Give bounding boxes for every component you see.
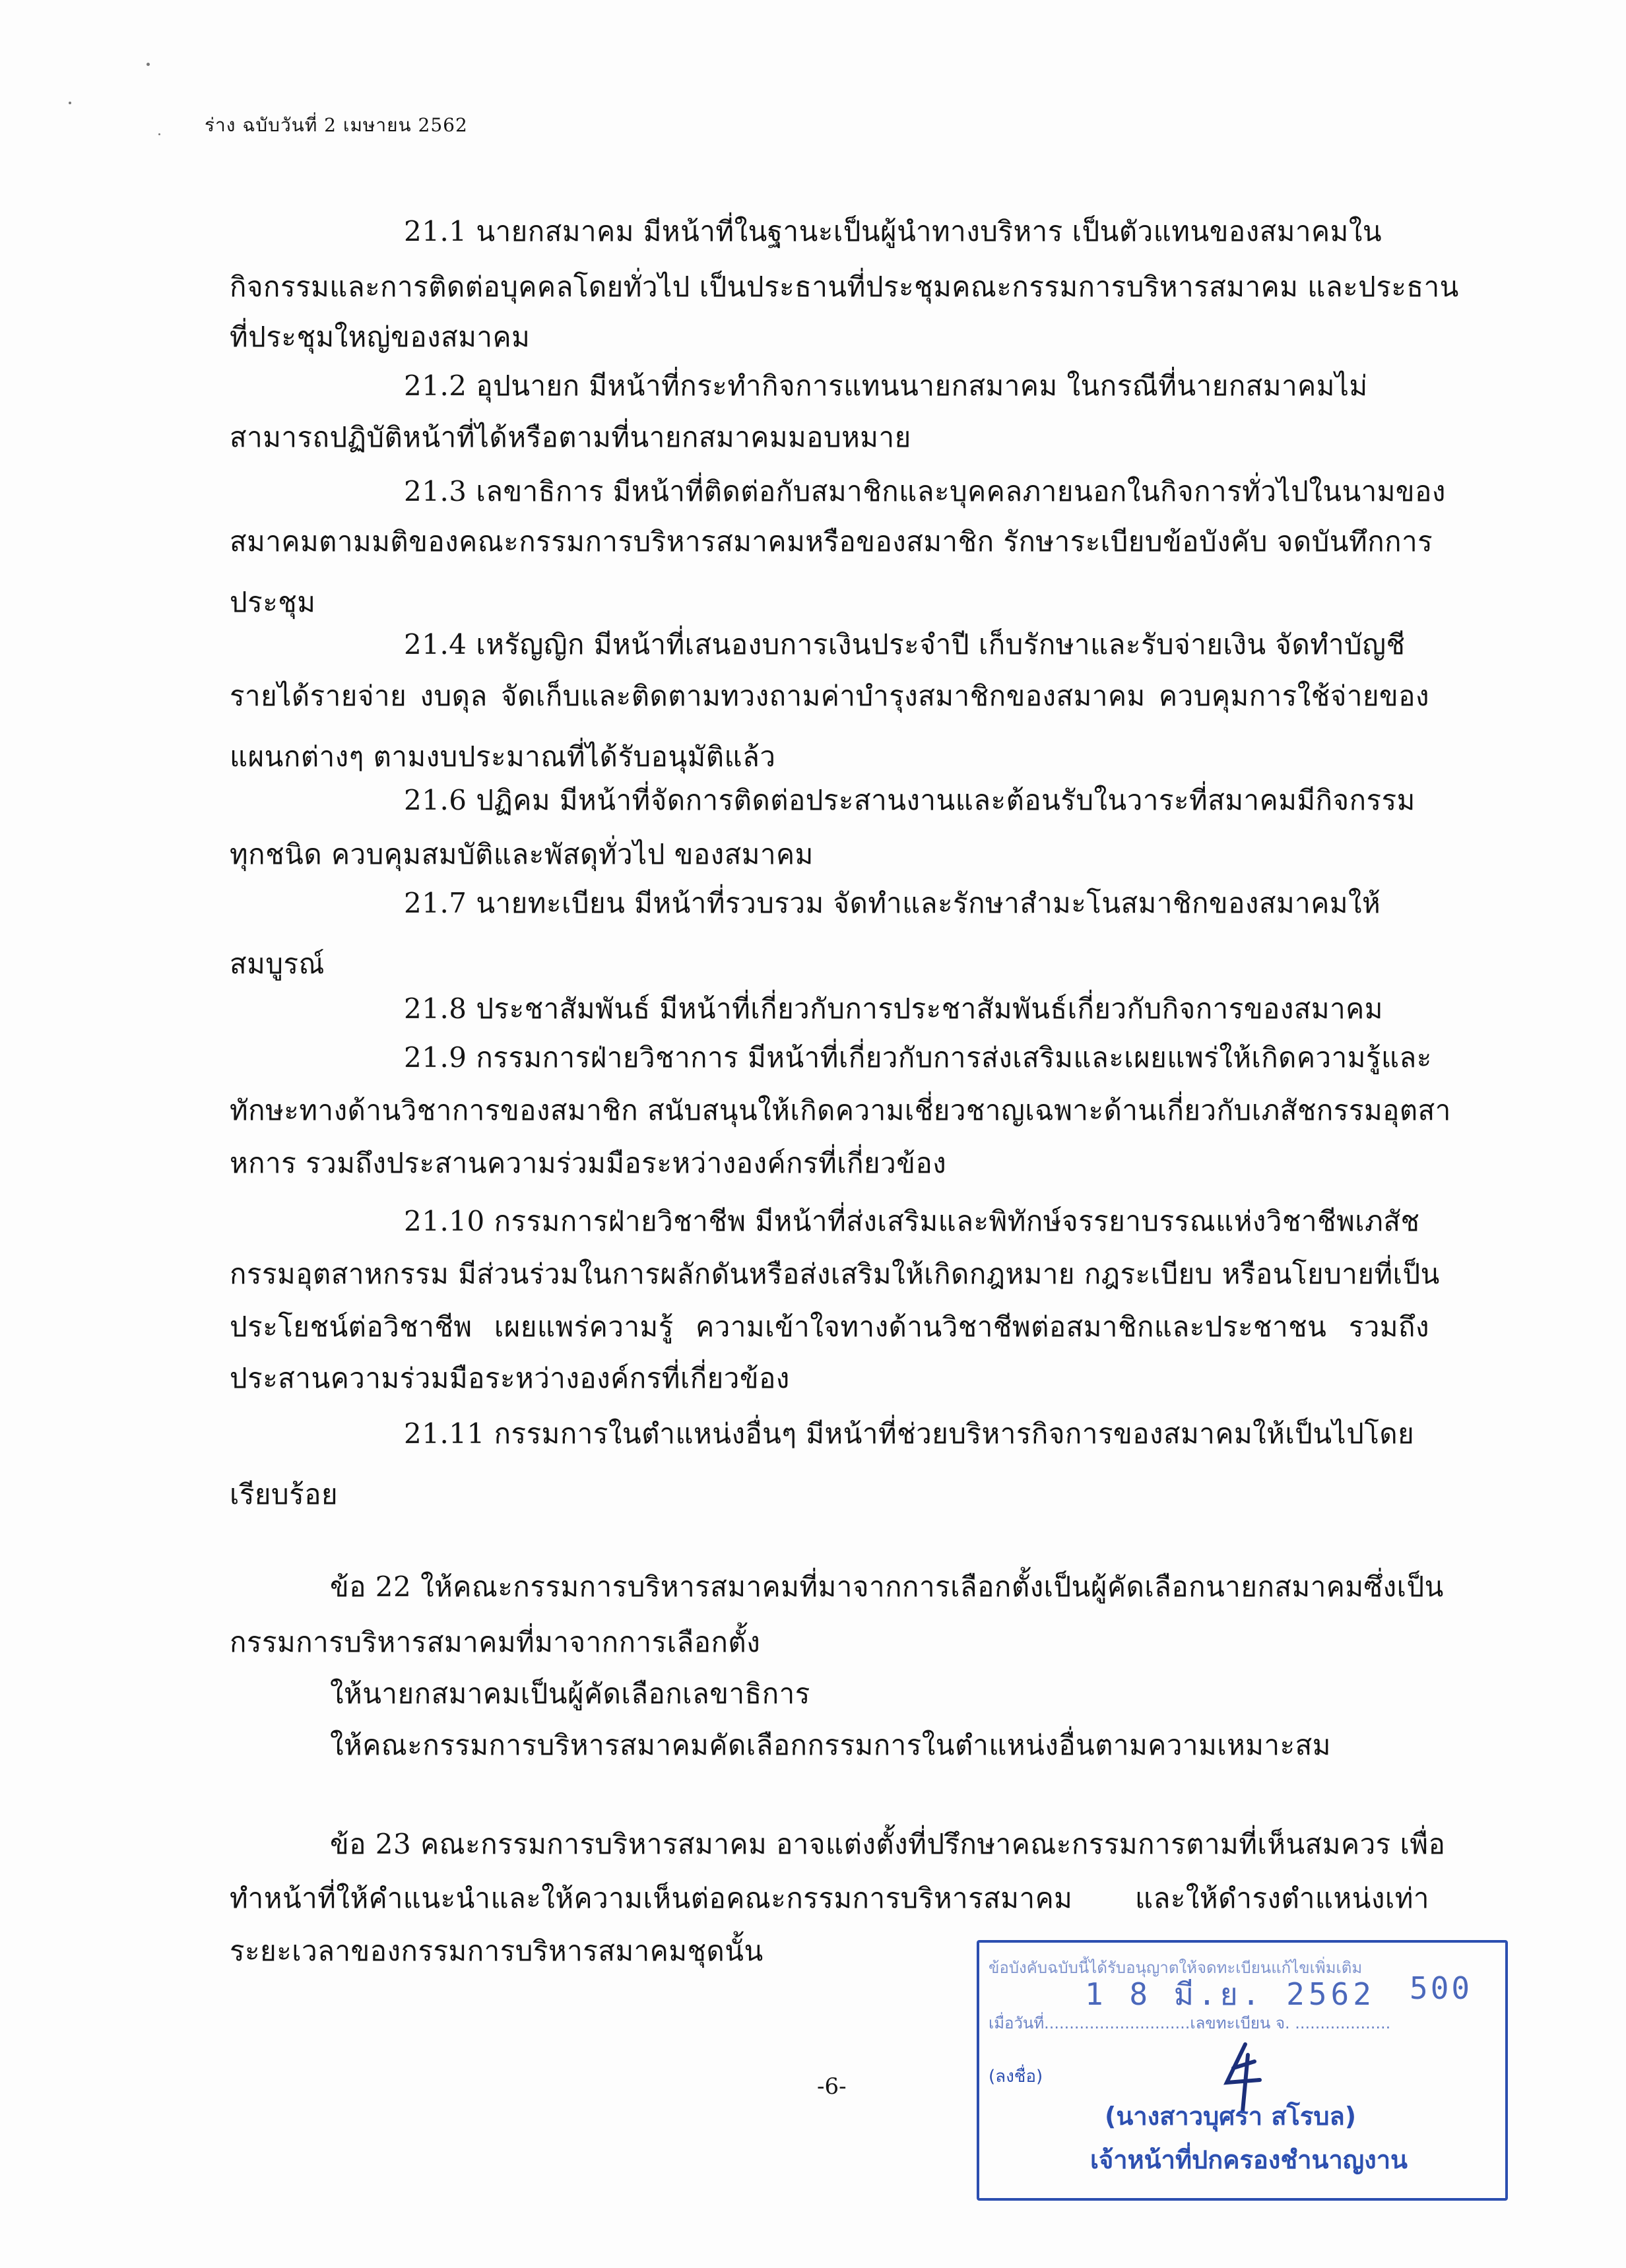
text-line: ประโยชน์ต่อวิชาชีพ เผยแพร่ความรู้ ความเข้าใจทางด้านวิชาชีพต่อสมาชิกและประชาชน รวมถึง [230, 1311, 1429, 1343]
stamp-approval-text: ข้อบังคับฉบับนี้ได้รับอนุญาตให้จดทะเบียนแก้ไขเพิ่มเติม [989, 1959, 1363, 1977]
text-line: สมาคมตามมติของคณะกรรมการบริหารสมาคมหรือของสมาชิก รักษาระเบียบข้อบังคับ จดบันทึกการ [230, 525, 1433, 558]
text-line: 21.4 เหรัญญิก มีหน้าที่เสนองบการเงินประจำปี เก็บรักษาและรับจ่ายเงิน จัดทำบัญชี [404, 628, 1406, 661]
stamp-date-registration-line: เมื่อวันที่.............................เลขทะเบียน จ. ................... [989, 2014, 1391, 2032]
text-line: 21.10 กรรมการฝ่ายวิชาชีพ มีหน้าที่ส่งเสริมและพิทักษ์จรรยาบรรณแห่งวิชาชีพเภสัช [404, 1205, 1420, 1237]
text-line: 21.6 ปฏิคม มีหน้าที่จัดการติดต่อประสานงานและต้อนรับในวาระที่สมาคมมีกิจกรรม [404, 784, 1415, 816]
text-line: ทำหน้าที่ให้คำแนะนำและให้ความเห็นต่อคณะกรรมการบริหารสมาคม และให้ดำรงตำแหน่งเท่า [230, 1882, 1429, 1914]
draft-date-note: ร่าง ฉบับวันที่ 2 เมษายน 2562 [205, 114, 468, 136]
text-line: 21.1 นายกสมาคม มีหน้าที่ในฐานะเป็นผู้นำทางบริหาร เป็นตัวแทนของสมาคมใน [404, 215, 1382, 247]
registration-stamp [977, 1940, 1508, 2201]
text-line: 21.8 ประชาสัมพันธ์ มีหน้าที่เกี่ยวกับการประชาสัมพันธ์เกี่ยวกับกิจการของสมาคม [404, 992, 1383, 1025]
stamp-sign-label: (ลงชื่อ) [989, 2067, 1043, 2087]
text-line: 21.3 เลขาธิการ มีหน้าที่ติดต่อกับสมาชิกและบุคคลภายนอกในกิจการทั่วไปในนามของ [404, 475, 1446, 507]
text-line: เรียบร้อย [230, 1478, 339, 1510]
text-line: ข้อ 23 คณะกรรมการบริหารสมาคม อาจแต่งตั้งที่ปรึกษาคณะกรรมการตามที่เห็นสมควร เพื่อ [330, 1828, 1446, 1860]
text-line: ให้คณะกรรมการบริหารสมาคมคัดเลือกกรรมการในตำแหน่งอื่นตามความเหมาะสม [330, 1729, 1331, 1761]
text-line: ที่ประชุมใหญ่ของสมาคม [230, 321, 531, 353]
text-line: ประสานความร่วมมือระหว่างองค์กรที่เกี่ยวข้อง [230, 1362, 790, 1394]
page-number: -6- [817, 2073, 847, 2100]
text-line: แผนกต่างๆ ตามงบประมาณที่ได้รับอนุมัติแล้ว [230, 740, 776, 773]
text-line: 21.7 นายทะเบียน มีหน้าที่รวบรวม จัดทำและรักษาสำมะโนสมาชิกของสมาคมให้ [404, 887, 1381, 919]
stamp-registration-number: 500 [1410, 1970, 1473, 2006]
stamp-officer-position: เจ้าหน้าที่ปกครองชำนาญงาน [1090, 2145, 1408, 2174]
text-line: สมบูรณ์ [230, 948, 325, 980]
text-line: ให้นายกสมาคมเป็นผู้คัดเลือกเลขาธิการ [330, 1677, 810, 1710]
stamp-date: 1 8 มี.ย. 2562 [1085, 1976, 1375, 2012]
text-line: หการ รวมถึงประสานความร่วมมือระหว่างองค์กรที่เกี่ยวข้อง [230, 1147, 947, 1179]
text-line: 21.9 กรรมการฝ่ายวิชาการ มีหน้าที่เกี่ยวกับการส่งเสริมและเผยแพร่ให้เกิดความรู้และ [404, 1041, 1432, 1074]
text-line: ทุกชนิด ควบคุมสมบัติและพัสดุทั่วไป ของสมาคม [230, 838, 814, 870]
text-line: ระยะเวลาของกรรมการบริหารสมาคมชุดนั้น [230, 1935, 764, 1967]
text-line: กิจกรรมและการติดต่อบุคคลโดยทั่วไป เป็นประธานที่ประชุมคณะกรรมการบริหารสมาคม และประธาน [230, 271, 1459, 303]
text-line: 21.11 กรรมการในตำแหน่งอื่นๆ มีหน้าที่ช่วยบริหารกิจการของสมาคมให้เป็นไปโดย [404, 1417, 1415, 1450]
text-line: กรรมการบริหารสมาคมที่มาจากการเลือกตั้ง [230, 1626, 761, 1658]
text-line: สามารถปฏิบัติหน้าที่ได้หรือตามที่นายกสมาคมมอบหมาย [230, 421, 911, 453]
text-line: ข้อ 22 ให้คณะกรรมการบริหารสมาคมที่มาจากการเลือกตั้งเป็นผู้คัดเลือกนายกสมาคมซึ่งเป็น [330, 1571, 1444, 1603]
stamp-officer-name: (นางสาวบุศรา สโรบล) [1105, 2102, 1357, 2131]
text-line: ทักษะทางด้านวิชาการของสมาชิก สนับสนุนให้เกิดความเชี่ยวชาญเฉพาะด้านเกี่ยวกับเภสัชกรรมอุตสา [230, 1094, 1451, 1126]
text-line: 21.2 อุปนายก มีหน้าที่กระทำกิจการแทนนายกสมาคม ในกรณีที่นายกสมาคมไม่ [404, 370, 1368, 402]
text-line: กรรมอุตสาหกรรม มีส่วนร่วมในการผลักดันหรือส่งเสริมให้เกิดกฎหมาย กฎระเบียบ หรือนโยบายที่เป็น [230, 1258, 1440, 1290]
text-line: ประชุม [230, 586, 316, 618]
text-line: รายได้รายจ่าย งบดุล จัดเก็บและติดตามทวงถามค่าบำรุงสมาชิกของสมาคม ควบคุมการใช้จ่ายของ [230, 680, 1429, 712]
